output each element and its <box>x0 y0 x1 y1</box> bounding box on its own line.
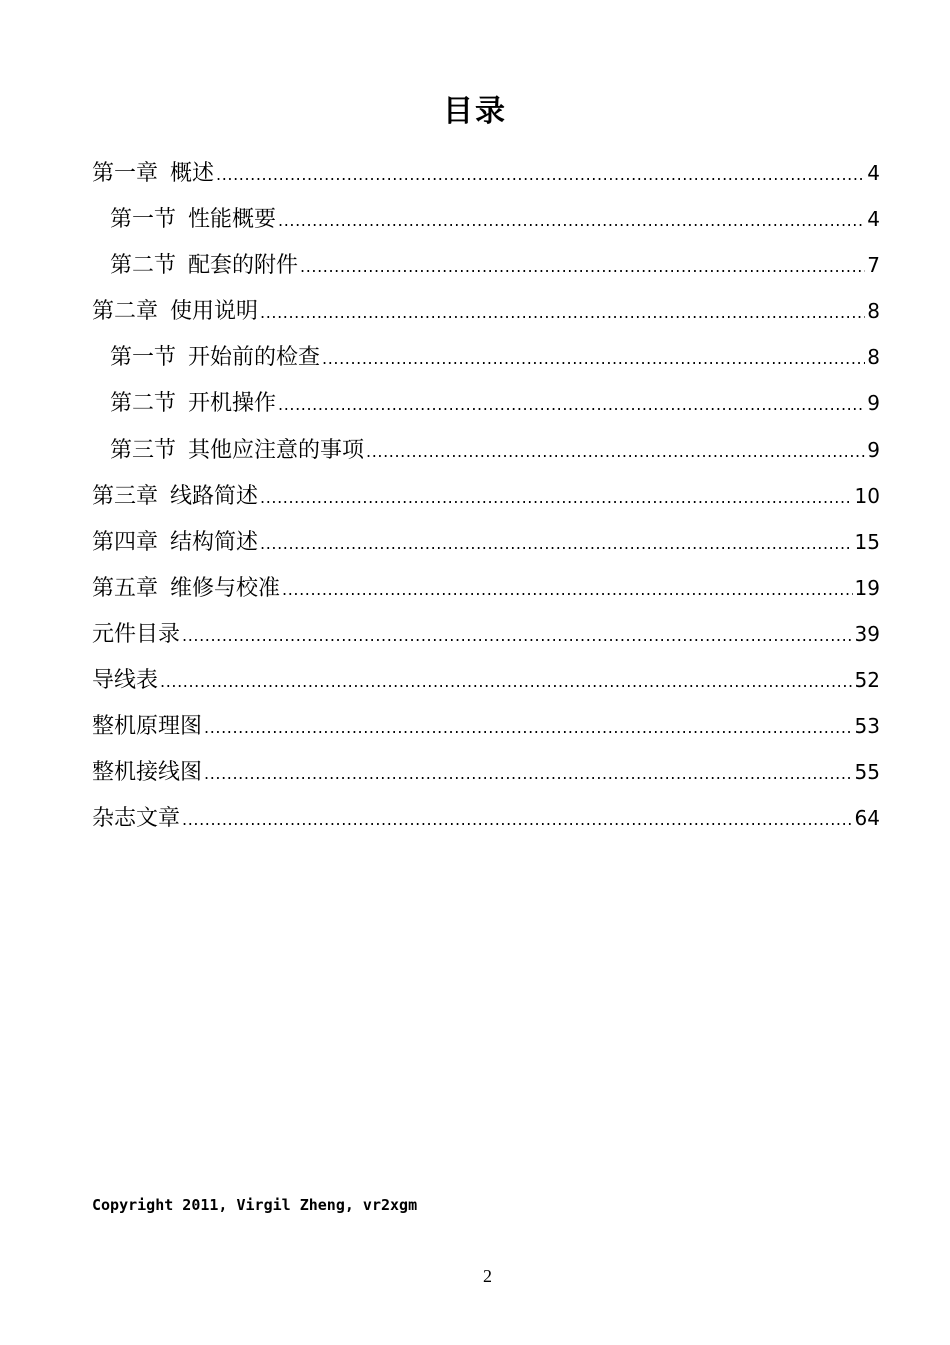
toc-entry-number: 第一节 <box>110 345 177 371</box>
toc-entry-label <box>92 796 180 842</box>
toc-entry-section-1-2[interactable] <box>92 242 880 288</box>
toc-entry-page: 64 <box>854 806 880 831</box>
toc-entry-title: 整机接线图 <box>92 760 203 786</box>
dot-leader <box>278 198 865 244</box>
toc-entry-title: 整机原理图 <box>92 714 203 740</box>
toc-entry-page: 55 <box>854 760 880 785</box>
toc-entry-page: 4 <box>867 161 880 185</box>
toc-entry-page: 10 <box>854 483 880 508</box>
toc-entry-label <box>92 151 214 197</box>
toc-entry-page: 4 <box>867 207 880 232</box>
toc-entry-number: 第五章 <box>92 575 159 601</box>
toc-entry-title: 配套的附件 <box>188 253 299 279</box>
toc-entry-page: 19 <box>854 575 880 600</box>
dot-leader <box>300 244 865 290</box>
toc-entry-page: 8 <box>867 345 880 370</box>
toc-entry-page: 39 <box>854 621 880 646</box>
dot-leader <box>216 152 865 198</box>
toc-entry-label <box>92 704 202 750</box>
toc-entry-page: 8 <box>867 299 880 324</box>
toc-entry-label <box>92 289 258 335</box>
toc-entry-number: 第二节 <box>110 391 177 417</box>
dot-leader <box>260 521 853 567</box>
toc-entry-label <box>110 335 320 381</box>
toc-entry-page: 15 <box>854 529 880 554</box>
toc-entry-number: 第四章 <box>92 529 159 555</box>
toc-entry-number: 第二章 <box>92 299 159 325</box>
toc-entry-magazine-articles[interactable] <box>92 795 880 841</box>
toc-entry-title: 结构简述 <box>170 529 259 555</box>
toc-entry-number: 第二节 <box>110 253 177 279</box>
toc-entry-chapter-2[interactable] <box>92 288 880 334</box>
toc-entry-label <box>110 243 298 289</box>
toc-entry-title: 导线表 <box>92 668 159 694</box>
toc-entry-title: 开机操作 <box>188 391 277 417</box>
toc-entry-chapter-3[interactable] <box>92 473 880 519</box>
dot-leader <box>366 429 865 475</box>
toc-entry-section-2-1[interactable] <box>92 334 880 380</box>
toc-entry-title: 线路简述 <box>170 483 259 509</box>
toc-entry-section-2-3[interactable] <box>92 427 880 473</box>
toc-entry-label <box>92 566 280 612</box>
toc-entry-number: 第三章 <box>92 483 159 509</box>
dot-leader <box>204 705 853 751</box>
toc-entry-wiring-diagram[interactable] <box>92 749 880 795</box>
toc-entry-page: 53 <box>854 714 880 739</box>
toc-entry-chapter-1[interactable] <box>92 150 880 196</box>
toc-entry-parts-list[interactable] <box>92 611 880 657</box>
toc-entry-title: 维修与校准 <box>170 575 281 601</box>
toc-entry-label <box>92 520 258 566</box>
dot-leader <box>260 475 853 521</box>
toc-entry-title: 其他应注意的事项 <box>188 437 365 463</box>
table-of-contents <box>92 150 880 841</box>
dot-leader <box>182 613 853 659</box>
toc-entry-section-1-1[interactable] <box>92 196 880 242</box>
toc-entry-page: 9 <box>867 391 880 416</box>
toc-entry-number: 第三节 <box>110 437 177 463</box>
toc-entry-label <box>92 750 202 796</box>
toc-entry-label <box>92 658 158 704</box>
dot-leader <box>322 336 865 382</box>
toc-entry-wire-table[interactable] <box>92 657 880 703</box>
toc-entry-label <box>92 612 180 658</box>
toc-title: 目录 <box>443 94 507 129</box>
dot-leader <box>282 567 853 613</box>
copyright-notice: Copyright 2011, Virgil Zheng, vr2xgm <box>92 1196 418 1214</box>
toc-entry-label <box>110 197 276 243</box>
toc-entry-number: 第一章 <box>92 161 159 186</box>
toc-entry-section-2-2[interactable] <box>92 380 880 426</box>
toc-entry-label <box>110 428 364 474</box>
toc-entry-page: 9 <box>867 437 880 462</box>
toc-entry-schematic[interactable] <box>92 703 880 749</box>
dot-leader <box>278 382 865 428</box>
toc-entry-title: 杂志文章 <box>92 806 181 832</box>
toc-entry-page: 7 <box>867 253 880 278</box>
toc-entry-number: 第一节 <box>110 207 177 233</box>
dot-leader <box>204 751 853 797</box>
dot-leader <box>160 659 853 705</box>
toc-entry-title: 概述 <box>170 161 215 186</box>
toc-entry-page: 52 <box>854 668 880 693</box>
toc-entry-chapter-4[interactable] <box>92 519 880 565</box>
toc-entry-title: 元件目录 <box>92 621 181 647</box>
toc-entry-title: 开始前的检查 <box>188 345 321 371</box>
dot-leader <box>182 797 853 843</box>
page-number: 2 <box>483 1266 492 1286</box>
toc-entry-title: 性能概要 <box>188 207 277 233</box>
toc-entry-label <box>92 474 258 520</box>
toc-entry-label <box>110 381 276 427</box>
toc-entry-chapter-5[interactable] <box>92 565 880 611</box>
dot-leader <box>260 290 865 336</box>
toc-entry-title: 使用说明 <box>170 299 259 325</box>
